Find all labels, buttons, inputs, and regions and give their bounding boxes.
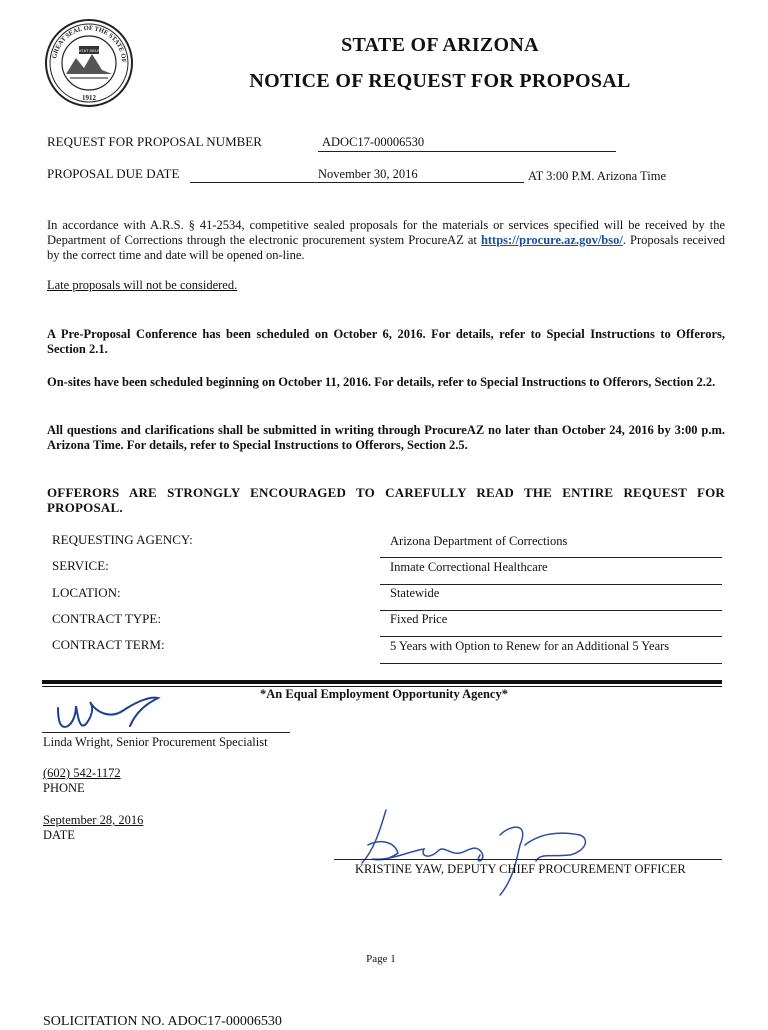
signer-1-name: Linda Wright, Senior Procurement Specialist (43, 735, 268, 749)
due-date-underline (190, 182, 524, 183)
field-underline (380, 636, 722, 637)
field-value-agency: Arizona Department of Corrections (390, 534, 568, 548)
field-label-contract-term: CONTRACT TERM: (52, 637, 165, 652)
page-title-state: STATE OF ARIZONA (341, 34, 539, 56)
signature-line-1 (42, 732, 290, 733)
page-number: Page 1 (366, 953, 396, 965)
intro-paragraph (47, 218, 725, 263)
due-time: AT 3:00 P.M. Arizona Time (528, 169, 666, 183)
intro-text-a: In accordance with A.R.S. § 41-2534, competitive sealed proposals for the materials or services specified will be received by the Department of Corrections through the electronic procurement system ProcureAZ at (47, 218, 725, 247)
state-seal (44, 18, 134, 108)
field-label-location: LOCATION: (52, 585, 121, 600)
due-date-value: November 30, 2016 (318, 167, 418, 181)
field-label-contract-type: CONTRACT TYPE: (52, 611, 161, 626)
late-proposals-notice: Late proposals will not be considered. (47, 278, 238, 292)
questions-notice: All questions and clarifications shall be submitted in writing through ProcureAZ no later than October 24, 2016 by 3:00 p.m. Arizona Time. For details, refer to Special Instructions to Offerors, Section 2.5. (47, 423, 725, 452)
preproposal-notice: A Pre-Proposal Conference has been scheduled on October 6, 2016. For details, refer to Special Instructions to Offerors, Section 2.1. (47, 327, 725, 356)
date-label: DATE (43, 828, 75, 842)
field-underline (380, 663, 722, 664)
onsites-notice: On-sites have been scheduled beginning on October 11, 2016. For details, refer to Special Instructions to Offerors, Section 2.2. (47, 375, 716, 389)
rfp-number-underline (318, 151, 616, 152)
seal-text: GREAT SEAL OF THE STATE OF (51, 24, 128, 63)
field-value-contract-term: 5 Years with Option to Renew for an Additional 5 Years (390, 639, 670, 653)
divider-thick (42, 680, 722, 684)
field-value-location: Statewide (390, 586, 440, 600)
seal-year: 1912 (82, 94, 96, 102)
field-value-service: Inmate Correctional Healthcare (390, 560, 548, 574)
rfp-number-value: ADOC17-00006530 (322, 135, 425, 149)
due-date-label: PROPOSAL DUE DATE (47, 166, 180, 181)
solicitation-number: SOLICITATION NO. ADOC17-00006530 (43, 1014, 282, 1029)
phone-value: (602) 542-1172 (43, 766, 121, 780)
phone-label: PHONE (43, 781, 85, 795)
signature-kristine-yaw (350, 805, 600, 900)
encourage-notice: OFFERORS ARE STRONGLY ENCOURAGED TO CAREFULLY READ THE ENTIRE REQUEST FOR PROPOSAL. (47, 485, 725, 515)
seal-motto: DITAT DEUS (77, 48, 101, 53)
page-title-notice: NOTICE OF REQUEST FOR PROPOSAL (249, 70, 631, 92)
signer-2-name: KRISTINE YAW, DEPUTY CHIEF PROCUREMENT OFFICER (355, 862, 686, 876)
field-underline (380, 584, 722, 585)
eeo-statement: *An Equal Employment Opportunity Agency* (260, 687, 508, 701)
field-underline (380, 610, 722, 611)
rfp-number-label: REQUEST FOR PROPOSAL NUMBER (47, 134, 262, 149)
intro-text-b: . Proposals received by the correct time and date will be opened on-line. (47, 233, 725, 262)
field-label-service: SERVICE: (52, 558, 109, 573)
signature-line-2 (334, 859, 722, 860)
field-label-agency: REQUESTING AGENCY: (52, 532, 193, 547)
date-value: September 28, 2016 (43, 813, 144, 827)
field-underline (380, 557, 722, 558)
field-value-contract-type: Fixed Price (390, 612, 448, 626)
procureaz-link[interactable]: https://procure.az.gov/bso/ (480, 233, 623, 247)
signature-linda-wright (50, 690, 190, 736)
